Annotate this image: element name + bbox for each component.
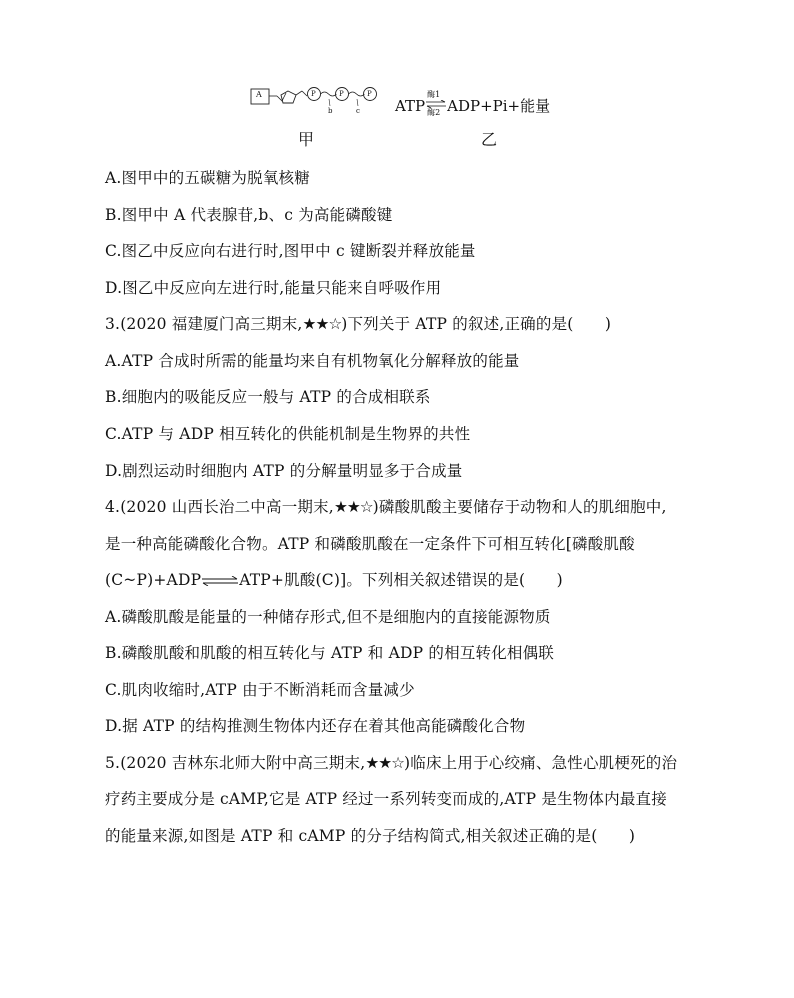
phosphate-label-1: P [311,90,316,98]
q5-stem-line1 [105,753,677,773]
bond-c-label: c [356,107,360,115]
q3-difficulty-stars: ★★☆ [302,315,342,333]
q2-option-d: D.图乙中反应向左进行时,能量只能来自呼吸作用 [105,279,442,297]
q4-stem-line3 [105,570,563,590]
enzyme1-label: 酶1 [427,90,441,99]
caption-yi: 乙 [481,130,498,149]
caption-jia: 甲 [298,130,315,149]
q5-stem-line2: 疗药主要成分是 cAMP,它是 ATP 经过一系列转变而成的,ATP 是生物体内最直接 [105,790,667,808]
q3-option-b: B.细胞内的吸能反应一般与 ATP 的合成相联系 [105,388,431,406]
q3-option-a: A.ATP 合成时所需的能量均来自有机物氧化分解释放的能量 [105,352,520,370]
q4-option-b: B.磷酸肌酸和肌酸的相互转化与 ATP 和 ADP 的相互转化相偶联 [105,644,554,662]
q4-stem-line2: 是一种高能磷酸化合物。ATP 和磷酸肌酸在一定条件下可相互转化[磷酸肌酸 [105,535,635,553]
q5-source: 5.(2020 吉林东北师大附中高三期末, [105,754,366,772]
adenine-box-label: A [256,90,262,99]
phosphate-label-3: P [367,90,372,98]
q4-question-part1: )磷酸肌酸主要储存于动物和人的肌细胞中, [372,498,667,516]
equation-left: ATP [395,97,426,115]
q5-stem-line3: 的能量来源,如图是 ATP 和 cAMP 的分子结构简式,相关叙述正确的是( ) [105,827,636,845]
equation-right: ADP+Pi+能量 [447,97,551,115]
q2-option-c: C.图乙中反应向右进行时,图甲中 c 键断裂并释放能量 [105,242,476,260]
q4-option-c: C.肌肉收缩时,ATP 由于不断消耗而含量减少 [105,681,415,699]
reversible-arrow-icon [201,576,239,586]
enzyme2-label: 酶2 [427,108,441,117]
q3-option-c: C.ATP 与 ADP 相互转化的供能机制是生物界的共性 [105,425,471,443]
q3-stem [105,314,611,334]
bond-b-label: b [328,107,333,115]
q3-question: )下列关于 ATP 的叙述,正确的是( ) [341,315,612,333]
q4-reaction-left: (C~P)+ADP [105,571,202,589]
q4-reaction-right: ATP+肌酸(C)]。下列相关叙述错误的是( ) [239,571,563,589]
reversible-arrow-icon [425,100,447,108]
q4-source: 4.(2020 山西长治二中高一期末, [105,498,334,516]
q5-question-part1: )临床上用于心绞痛、急性心肌梗死的治 [404,754,678,772]
q3-source: 3.(2020 福建厦门高三期末, [105,315,303,333]
q4-difficulty-stars: ★★☆ [333,498,373,516]
q3-option-d: D.剧烈运动时细胞内 ATP 的分解量明显多于合成量 [105,462,463,480]
q4-stem-line1 [105,497,667,517]
q5-difficulty-stars: ★★☆ [365,754,405,772]
q2-option-a: A.图甲中的五碳糖为脱氧核糖 [105,169,310,187]
q4-option-d: D.据 ATP 的结构推测生物体内还存在着其他高能磷酸化合物 [105,717,526,735]
reversible-arrow [425,90,447,117]
q4-option-a: A.磷酸肌酸是能量的一种储存形式,但不是细胞内的直接能源物质 [105,608,551,626]
q2-option-b: B.图甲中 A 代表腺苷,b、c 为高能磷酸键 [105,206,393,224]
phosphate-label-2: P [339,90,344,98]
atp-adp-equation [395,90,551,117]
